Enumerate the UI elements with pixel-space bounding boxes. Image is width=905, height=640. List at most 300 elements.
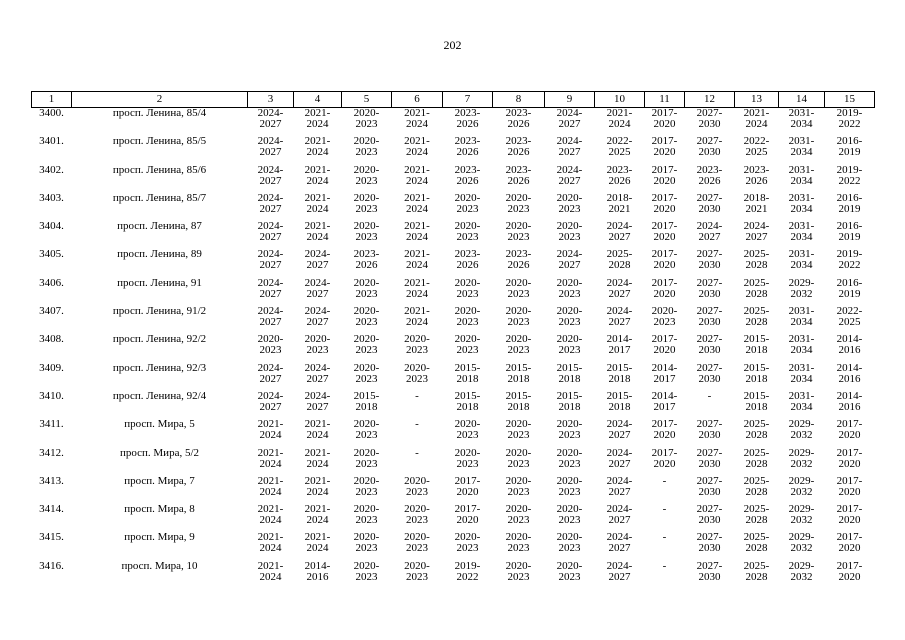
period-line: 2018 [558,400,581,413]
address-cell: просп. Ленина, 85/6 [112,163,207,176]
period-cell [735,278,779,306]
period-line: 2028 [745,542,768,555]
period-line: 2027 [259,287,282,300]
period-line: 2024- [606,305,633,318]
period-line: 2018 [558,372,581,385]
period-line: 2027 [608,570,631,583]
period-line: 2017- [836,474,863,487]
period-cell [735,504,779,532]
period-line: 2034 [790,259,813,272]
table-row [32,363,875,391]
period-cell [645,419,685,447]
period-cell [294,391,342,419]
period-cell [779,561,825,589]
period-cell [685,278,735,306]
period-cell [443,193,493,221]
period-cell [645,532,685,560]
period-cell [595,334,645,362]
period-line: 2020- [556,333,583,346]
period-line: 2027- [696,135,723,148]
period-cell [443,532,493,560]
period-line: 2020- [353,191,380,204]
period-line: 2025 [745,146,768,159]
period-cell [595,561,645,589]
period-line: 2017- [651,191,678,204]
period-line: 2026 [507,118,530,130]
period-line: 2023 [558,287,581,300]
period-line: 2021 [745,202,768,215]
period-line: 2027- [696,305,723,318]
period-line: 2027 [558,118,581,130]
period-line: 2017- [651,220,678,233]
period-line: 2032 [790,429,813,442]
period-line: 2021- [404,191,430,204]
period-line: 2015- [606,389,633,402]
period-cell [443,363,493,391]
period-line: 2024 [259,570,282,583]
period-line: 2024- [606,418,633,431]
period-line: 2019- [836,107,863,119]
period-line: 2029- [788,446,815,459]
period-line: 2030 [698,457,721,470]
period-line: 2029- [788,503,815,516]
row-number: 3413. [39,474,64,487]
period-line: 2021- [304,107,331,119]
period-line: 2023 [355,202,378,215]
period-line: 2031- [788,163,815,176]
period-line: 2024- [304,361,331,374]
period-line: 2030 [698,429,721,442]
period-line: 2017- [836,418,863,431]
table-row [32,419,875,447]
period-line: 2020- [404,559,430,572]
period-line: 2017- [651,163,678,176]
period-cell [825,249,875,277]
period-cell [248,193,294,221]
period-line: 2023 [507,457,530,470]
period-cell [342,391,392,419]
period-line: 2023 [355,485,378,498]
period-line: 2027 [608,429,631,442]
period-line: 2020 [838,457,861,470]
column-header-12: 12 [685,92,735,108]
period-line: 2028 [745,316,768,329]
period-cell [545,391,595,419]
period-cell [342,136,392,164]
period-line: 2023 [406,514,428,527]
period-line: 2020- [454,446,481,459]
period-line: 2024 [406,287,428,300]
table-row [32,108,875,137]
period-line: 2017- [651,276,678,289]
period-line: 2021- [304,418,331,431]
address-cell: просп. Мира, 10 [121,559,198,572]
period-line: 2025- [743,418,770,431]
period-cell [595,165,645,193]
period-line: 2021- [257,531,284,544]
period-line: 2016- [836,276,863,289]
period-cell [392,334,443,362]
period-line: 2030 [698,316,721,329]
period-line: 2020 [653,259,676,272]
table-row [32,391,875,419]
period-line: 2024 [406,259,428,272]
period-cell [735,391,779,419]
period-line: 2021- [404,248,430,261]
period-line: 2024- [257,107,284,119]
period-line: 2020 [653,146,676,159]
period-line: 2020 [653,118,676,130]
period-line: 2030 [698,485,721,498]
period-cell [443,278,493,306]
row-number: 3407. [39,305,64,318]
period-line: 2014- [836,389,863,402]
period-line: 2020 [838,429,861,442]
period-line: 2016- [836,135,863,148]
period-line: 2024- [556,248,583,261]
period-cell [294,561,342,589]
period-line: 2023- [353,248,380,261]
period-cell [248,249,294,277]
period-cell [685,561,735,589]
period-line: 2023- [505,135,532,148]
period-line: 2027 [698,231,721,244]
period-line: 2015- [556,389,583,402]
period-line: 2024- [257,191,284,204]
period-cell [595,136,645,164]
address-cell: просп. Мира, 8 [124,503,195,516]
period-cell [685,108,735,137]
period-cell [735,448,779,476]
period-cell [685,363,735,391]
period-cell [392,532,443,560]
period-line: 2026 [355,259,378,272]
period-line: 2023- [454,107,481,119]
period-line: 2023 [406,570,428,583]
row-number: 3410. [39,389,64,402]
period-line: 2017- [651,107,678,119]
period-cell [685,136,735,164]
period-line: 2024 [259,485,282,498]
period-cell [735,221,779,249]
period-line: 2023 [355,316,378,329]
period-line: 2024- [304,276,331,289]
period-line: 2020 [838,542,861,555]
period-cell [493,278,545,306]
period-line: 2021- [304,446,331,459]
period-line: 2020 [653,287,676,300]
period-cell [685,419,735,447]
column-header-2: 2 [72,92,248,108]
period-line: 2017- [651,418,678,431]
period-cell [392,221,443,249]
period-cell [735,306,779,334]
period-line: 2015- [743,389,770,402]
period-cell [595,193,645,221]
period-line: 2024 [306,174,329,187]
period-line: 2019 [838,231,861,244]
period-line: - [662,474,667,487]
table-row [32,249,875,277]
period-cell [392,306,443,334]
period-line: - [707,389,712,402]
period-cell [595,504,645,532]
period-cell [735,419,779,447]
period-cell [545,278,595,306]
period-line: 2024 [259,457,282,470]
period-line: 2027 [608,457,631,470]
period-line: 2021- [257,559,284,572]
period-line: 2023- [454,163,481,176]
period-line: 2018 [355,400,378,413]
column-header-6: 6 [392,92,443,108]
period-line: 2020 [456,485,479,498]
period-line: 2023 [355,514,378,527]
period-cell [493,193,545,221]
period-line: 2024 [406,146,428,159]
period-line: 2023- [454,248,481,261]
period-line: 2024- [696,220,723,233]
period-line: 2024- [257,361,284,374]
period-line: 2025- [743,531,770,544]
period-line: 2026 [456,259,479,272]
period-cell [779,448,825,476]
period-cell [645,334,685,362]
period-cell [595,221,645,249]
period-line: 2018 [456,400,479,413]
period-line: 2027- [696,446,723,459]
period-line: 2020- [505,333,532,346]
period-line: 2020- [404,503,430,516]
period-line: 2024 [259,542,282,555]
period-cell [248,363,294,391]
period-line: 2025- [743,305,770,318]
period-cell [493,136,545,164]
period-cell [825,532,875,560]
address-cell: просп. Ленина, 92/4 [112,389,207,402]
period-cell [545,532,595,560]
address-cell: просп. Ленина, 92/2 [112,333,207,346]
period-line: 2023 [355,457,378,470]
period-cell [595,306,645,334]
period-cell [825,278,875,306]
period-cell [685,306,735,334]
period-cell [825,108,875,137]
period-line: 2024 [406,118,428,130]
period-line: 2027 [306,287,329,300]
period-line: 2027 [259,202,282,215]
period-line: 2030 [698,146,721,159]
column-header-10: 10 [595,92,645,108]
row-number: 3414. [39,503,64,516]
period-line: 2021- [257,474,284,487]
period-line: 2023 [507,231,530,244]
period-line: 2021- [304,474,331,487]
period-line: 2029- [788,418,815,431]
period-line: 2023 [507,485,530,498]
period-line: 2020 [653,231,676,244]
period-cell [779,278,825,306]
period-line: 2025- [743,559,770,572]
period-cell [392,504,443,532]
period-line: 2030 [698,287,721,300]
period-line: 2026 [745,174,768,187]
period-line: 2025- [743,276,770,289]
period-line: 2023- [454,135,481,148]
period-line: - [662,531,667,544]
period-line: 2018 [608,400,631,413]
period-cell [685,221,735,249]
period-cell [248,419,294,447]
period-line: 2020- [404,333,430,346]
period-line: 2022- [606,135,633,148]
period-line: 2016 [838,400,861,413]
period-cell [825,476,875,504]
period-cell [685,504,735,532]
period-line: 2023 [406,372,428,385]
period-line: 2024- [257,135,284,148]
period-line: 2023- [505,248,532,261]
column-header-8: 8 [493,92,545,108]
period-line: 2020- [505,418,532,431]
period-line: 2023- [606,163,633,176]
period-line: 2027 [306,316,329,329]
period-line: 2020- [505,305,532,318]
row-number: 3416. [39,559,64,572]
column-header-3: 3 [248,92,294,108]
period-cell [443,165,493,193]
period-cell [493,448,545,476]
period-cell [545,249,595,277]
address-cell: просп. Ленина, 91 [117,276,202,289]
period-cell [443,476,493,504]
period-line: 2021- [743,107,770,119]
period-cell [493,221,545,249]
period-cell [248,476,294,504]
period-cell [392,561,443,589]
period-line: 2023 [355,372,378,385]
period-cell [645,391,685,419]
row-number: 3408. [39,333,64,346]
period-line: 2021- [257,503,284,516]
period-line: 2026 [507,146,530,159]
period-cell [645,561,685,589]
period-line: 2024 [406,231,428,244]
period-line: 2030 [698,202,721,215]
period-line: 2020- [505,446,532,459]
period-cell [685,391,735,419]
period-line: 2024- [257,276,284,289]
period-cell [342,476,392,504]
period-cell [735,193,779,221]
period-line: 2027 [259,259,282,272]
period-line: 2023 [507,316,530,329]
period-cell [545,363,595,391]
period-line: 2019 [838,287,861,300]
period-line: 2017- [836,446,863,459]
period-line: 2022 [456,570,479,583]
period-cell [595,448,645,476]
period-line: 2023 [558,570,581,583]
period-line: 2020- [556,191,583,204]
period-line: 2017 [653,372,676,385]
period-line: 2020- [353,446,380,459]
period-line: 2017- [836,531,863,544]
period-line: 2020- [304,333,331,346]
period-cell [248,448,294,476]
period-cell [392,249,443,277]
period-line: 2023 [653,316,676,329]
period-cell [248,278,294,306]
period-cell [685,249,735,277]
period-cell [493,165,545,193]
period-cell [294,165,342,193]
period-line: 2023 [507,514,530,527]
period-line: 2026 [456,146,479,159]
period-line: 2023 [406,542,428,555]
period-line: 2020- [353,276,380,289]
period-line: - [662,559,667,572]
period-line: 2034 [790,146,813,159]
period-cell [545,448,595,476]
period-cell [645,278,685,306]
period-line: 2020- [353,107,380,119]
period-line: 2021- [404,220,430,233]
period-cell [825,504,875,532]
period-cell [645,193,685,221]
period-line: 2023 [355,174,378,187]
period-cell [545,334,595,362]
period-line: 2032 [790,514,813,527]
period-cell [392,476,443,504]
period-cell [443,306,493,334]
period-line: 2032 [790,570,813,583]
period-line: 2027 [558,146,581,159]
row-number: 3406. [39,276,64,289]
period-line: 2023 [406,344,428,357]
period-line: 2023 [306,344,329,357]
period-line: 2021- [404,276,430,289]
period-line: 2014- [651,389,678,402]
period-line: 2024 [306,457,329,470]
period-line: 2020- [556,474,583,487]
period-cell [779,476,825,504]
period-line: 2023 [507,570,530,583]
period-line: 2028 [745,259,768,272]
period-cell [779,306,825,334]
period-cell [735,532,779,560]
period-line: 2024- [606,531,633,544]
period-cell [735,476,779,504]
period-line: 2015- [505,389,532,402]
column-header-14: 14 [779,92,825,108]
period-line: 2027 [306,259,329,272]
period-line: 2020- [556,276,583,289]
period-cell [735,136,779,164]
period-cell [443,448,493,476]
period-line: 2020 [838,514,861,527]
period-line: 2029- [788,531,815,544]
period-line: 2023 [558,542,581,555]
period-cell [645,476,685,504]
period-cell [443,136,493,164]
period-cell [342,108,392,137]
period-line: 2022 [838,259,861,272]
period-line: 2020- [353,305,380,318]
period-line: 2020- [353,559,380,572]
period-line: 2017- [454,503,481,516]
period-cell [294,448,342,476]
